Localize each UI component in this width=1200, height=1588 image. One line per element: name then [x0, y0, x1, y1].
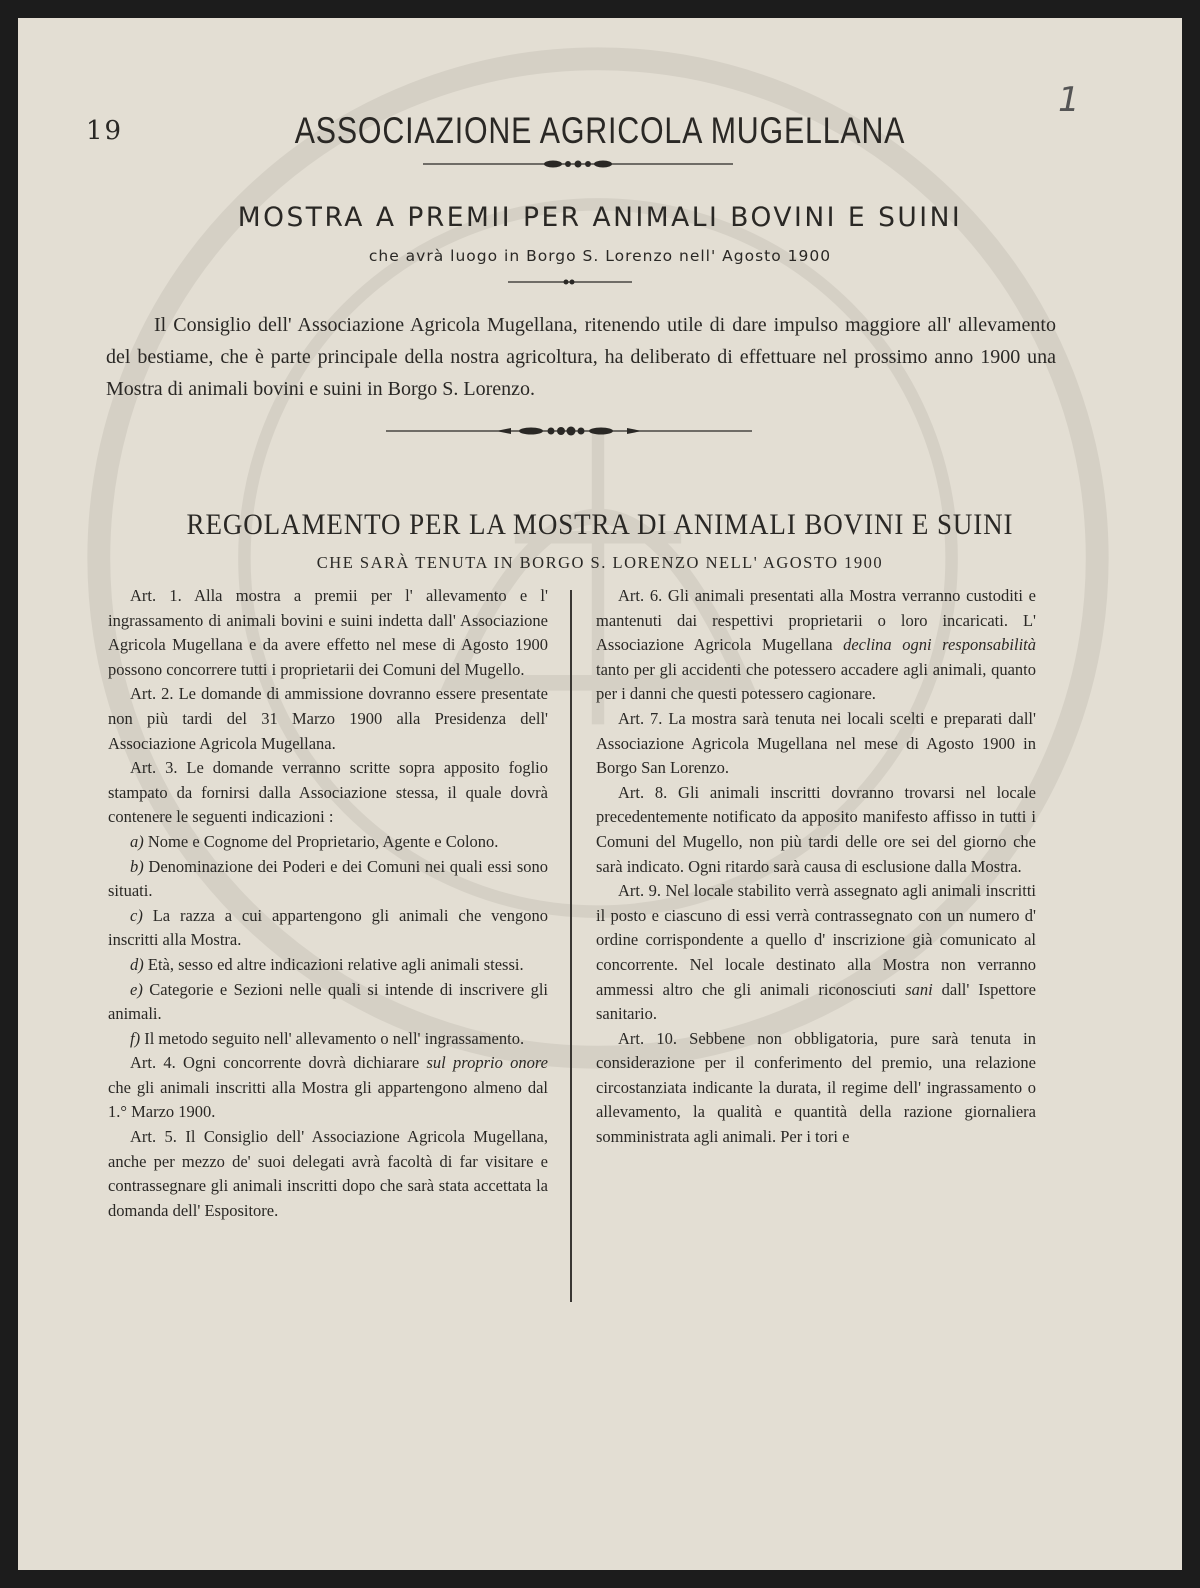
article-3-item-e: [108, 978, 548, 1027]
title-ornament-rule: [423, 158, 733, 170]
article-7: Art. 7. La mostra sarà tenuta nei locali scelti e preparati dall' Associazione Agricola Mugellana nel mese di Agosto 1900 in Borgo San Lorenzo.: [596, 708, 1036, 778]
article-9: [596, 879, 1036, 1027]
article-text: che gli animali inscritti alla Mostra gli appartengono almeno dal 1.° Marzo 1900.: [108, 1077, 548, 1122]
subtitle-ornament-rule: [508, 277, 632, 287]
regulation-right-column: [596, 584, 1036, 1150]
article-text: tanto per gli accidenti che potessero accadere agli animali, quanto per i danni che questi potessero cagionare.: [596, 659, 1036, 704]
item-text: La razza a cui appartengono gli animali che vengono inscritti alla Mostra.: [108, 905, 548, 950]
section-ornament-rule: [386, 424, 752, 438]
item-letter: e): [130, 979, 143, 999]
document-page: [18, 18, 1182, 1570]
article-emphasis: sul proprio onore: [426, 1053, 548, 1073]
article-text: Art. 4. Ogni concorrente dovrà dichiarare: [130, 1053, 427, 1073]
article-4: [108, 1051, 548, 1125]
item-text: Età, sesso ed altre indicazioni relative agli animali stessi.: [143, 954, 524, 974]
article-text: dall' Ispettore sanitario.: [596, 979, 1036, 1024]
article-2: Art. 2. Le domande di ammissione dovranno essere presentate non più tardi del 31 Marzo 1900 alla Presidenza dell' Associazione Agricola Mugellana.: [108, 684, 548, 753]
item-letter: f): [130, 1028, 141, 1048]
item-letter: b): [130, 856, 144, 876]
show-subtitle: che avrà luogo in Borgo S. Lorenzo nell' Agosto 1900: [368, 247, 832, 265]
regulation-left-column: [108, 584, 548, 1223]
article-3-item-b: [108, 855, 548, 904]
article-text: Art. 6. Gli animali presentati alla Mostra verranno custoditi e mantenuti dai respettivi proprietarii o loro incaricati. L' Associazione Agricola Mugellana: [596, 586, 1036, 655]
article-text: Art. 9. Nel locale stabilito verrà assegnato agli animali inscritti il posto e ciascuno di essi verrà contrassegnato con un numero d' ordine corrispondente a quello d' inscrizione già comunicato al concorrente. Nel locale destinato alla Mostra non verranno ammessi altro che gli animali riconosciuti: [596, 881, 1036, 999]
article-3-item-f: [108, 1027, 548, 1052]
item-letter: a): [130, 831, 144, 851]
article-6: [596, 584, 1036, 707]
intro-paragraph: Il Consiglio dell' Associazione Agricola Mugellana, ritenendo utile di dare impulso maggiore all' allevamento del bestiame, che è parte principale della nostra agricoltura, ha deliberato di effettuare nel prossimo anno 1900 una Mostra di animali bovini e suini in Borgo S. Lorenzo.: [106, 314, 1056, 400]
article-3-item-a: [108, 830, 548, 855]
article-5: Art. 5. Il Consiglio dell' Associazione Agricola Mugellana, anche per mezzo de' suoi delegati avrà facoltà di far visitare e contrassegnare gli animali inscritti dopo che sarà stata accettata la domanda dell' Espositore.: [108, 1127, 548, 1220]
show-title: MOSTRA A PREMII PER ANIMALI BOVINI E SUINI: [237, 202, 963, 233]
handwritten-folio-number: 1: [1058, 80, 1080, 120]
article-1: Art. 1. Alla mostra a premii per l' allevamento e l' ingrassamento di animali bovini e suini indetta dall' Associazione Agricola Mugellana e da avere effetto nel mese di Agosto 1900 possono concorrere tutti i proprietarii dei Comuni del Mugello.: [108, 586, 548, 679]
item-text: Nome e Cognome del Proprietario, Agente e Colono.: [143, 831, 499, 851]
item-text: Categorie e Sezioni nelle quali si intende di inscrivere gli animali.: [108, 979, 548, 1024]
regulation-subtitle: CHE SARÀ TENUTA IN BORGO S. LORENZO NELL' AGOSTO 1900: [316, 553, 884, 572]
item-text: Il metodo seguito nell' allevamento o nell' ingrassamento.: [140, 1028, 525, 1048]
page-number: 19: [86, 116, 124, 146]
regulation-title: REGOLAMENTO PER LA MOSTRA DI ANIMALI BOVINI E SUINI: [186, 508, 1014, 541]
article-3-item-d: [108, 953, 548, 978]
item-letter: c): [130, 905, 143, 925]
article-emphasis: sani: [905, 979, 933, 999]
article-3: Art. 3. Le domande verranno scritte sopra apposito foglio stampato da fornirsi dalla Associazione stessa, il quale dovrà contenere le seguenti indicazioni :: [108, 758, 548, 827]
column-divider: [570, 590, 572, 1302]
article-8: Art. 8. Gli animali inscritti dovranno trovarsi nel locale precedentemente notificato da apposito manifesto affisso in tutti i Comuni del Mugello, non più tardi delle ore sei del giorno che sarà indicato. Ogni ritardo sarà causa di esclusione dalla Mostra.: [596, 782, 1036, 876]
association-title: ASSOCIAZIONE AGRICOLA MUGELLANA: [294, 110, 906, 151]
article-emphasis: declina ogni responsabilità: [843, 635, 1036, 655]
item-text: Denominazione dei Poderi e dei Comuni nei quali essi sono situati.: [108, 856, 548, 901]
article-10: Art. 10. Sebbene non obbligatoria, pure sarà tenuta in considerazione per il conferimento del premio, una relazione circostanziata indicante la durata, il regime dell' ingrassamento o allevamento, la qualità e quantità della razione giornaliera somministrata agli animali. Per i tori e: [596, 1028, 1036, 1147]
article-3-item-c: [108, 904, 548, 953]
item-letter: d): [130, 954, 144, 974]
